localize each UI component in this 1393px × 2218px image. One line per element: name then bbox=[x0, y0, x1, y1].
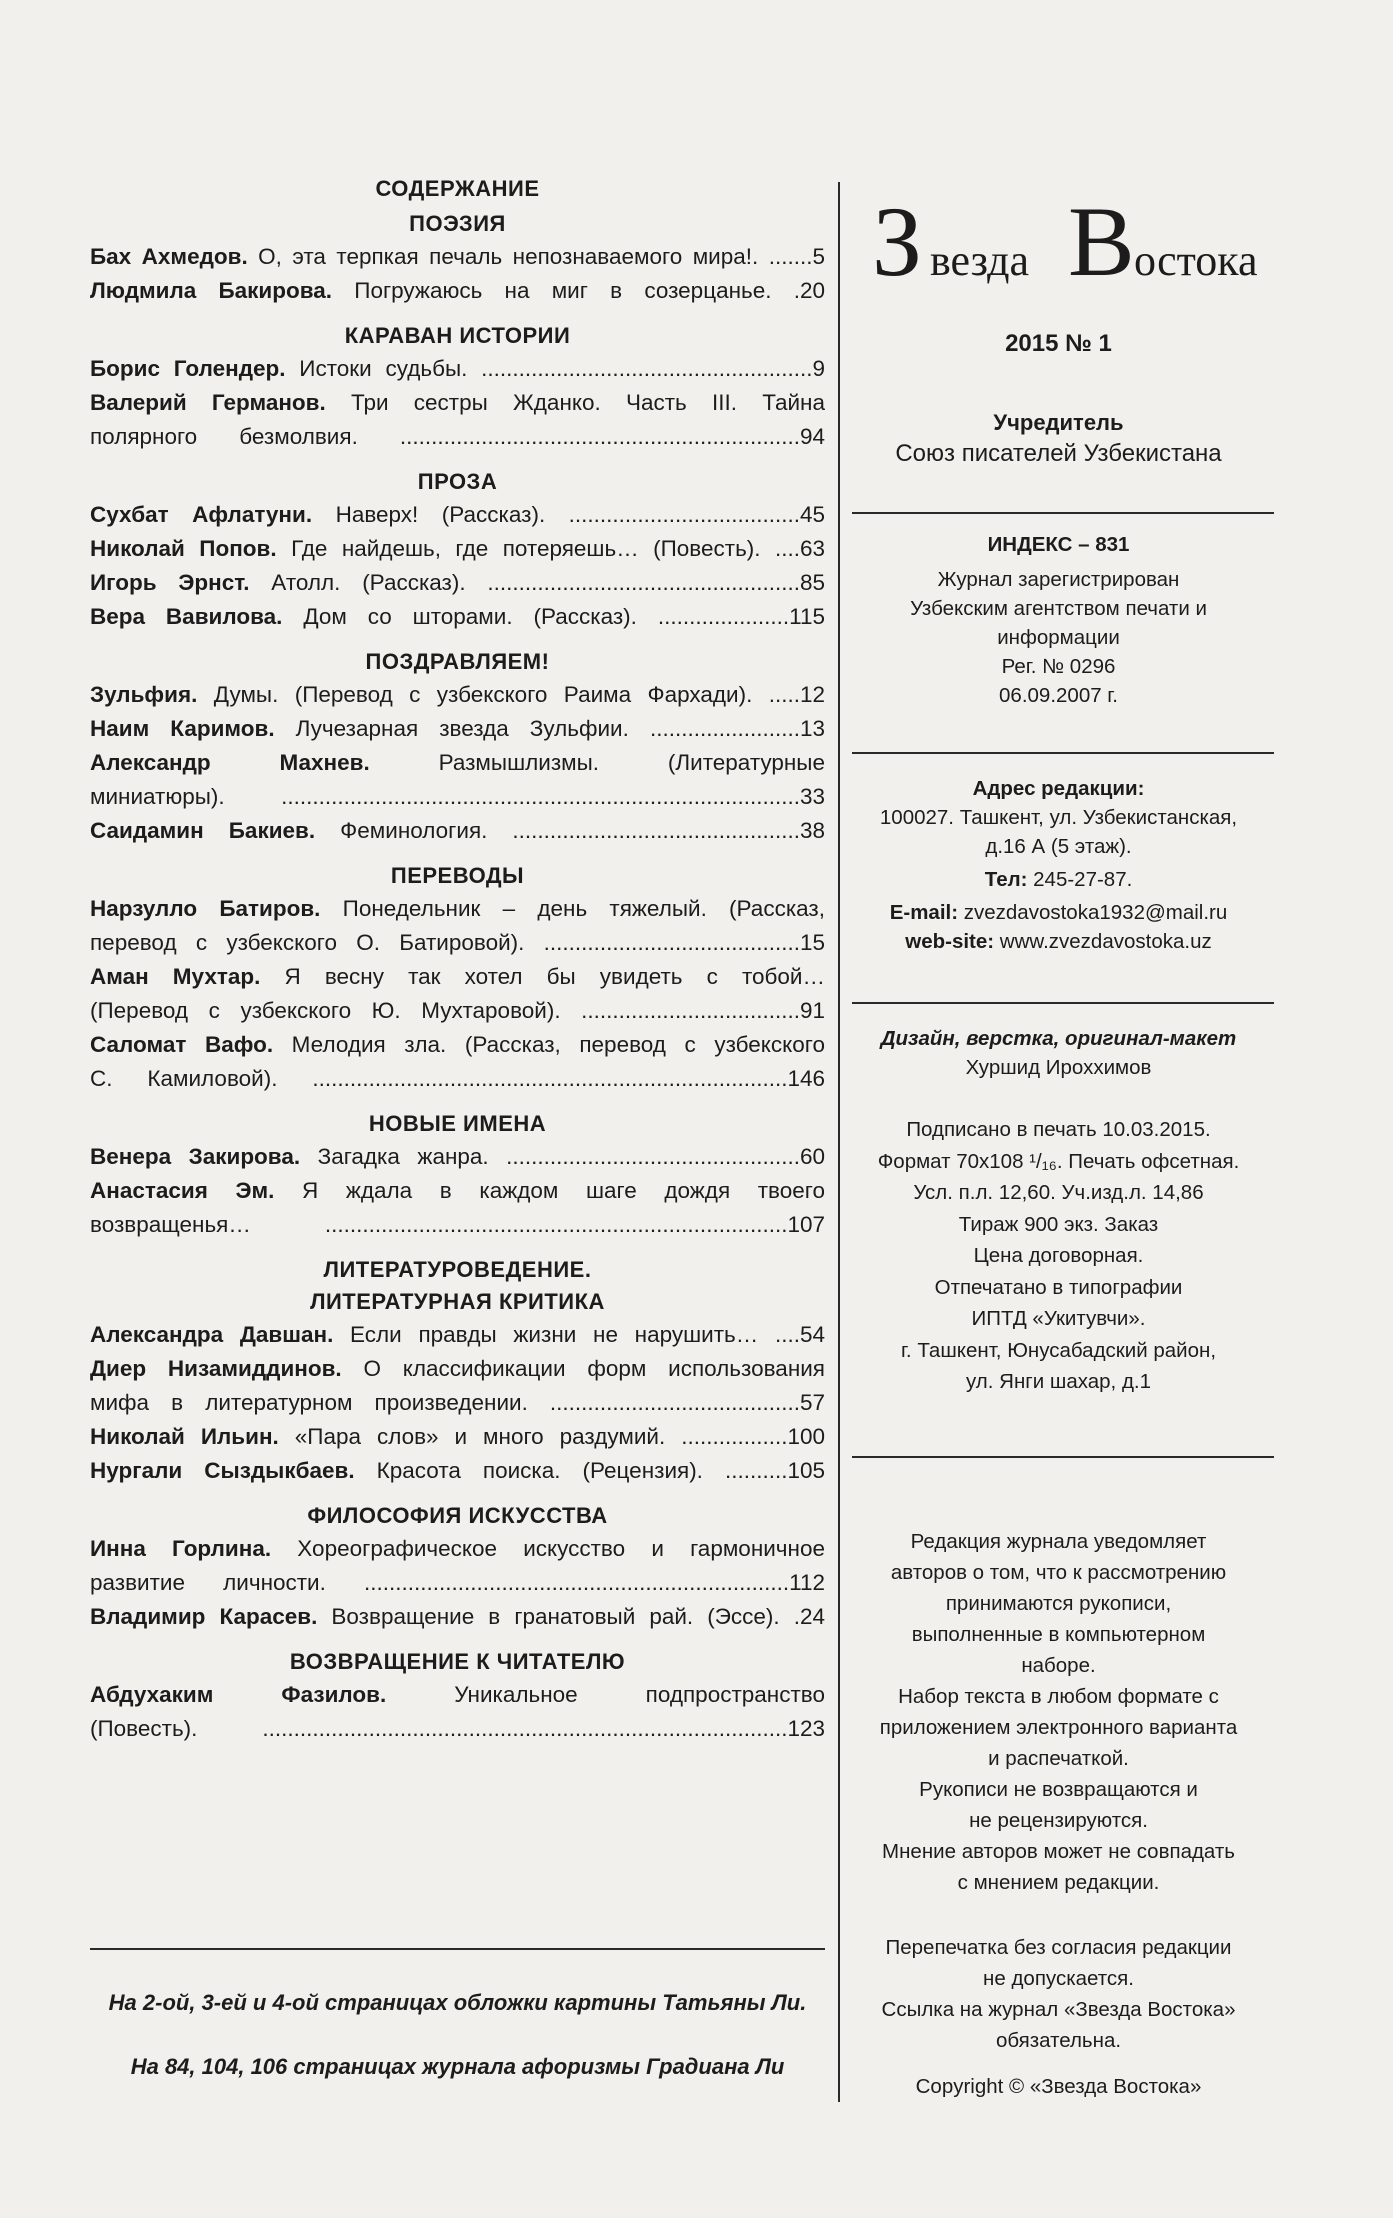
toc-entry-title: Я ждала в каждом шаге дождя твоего bbox=[274, 1178, 825, 1203]
toc-entry bbox=[90, 240, 825, 274]
toc-entry bbox=[90, 386, 825, 420]
toc-section-heading: ЛИТЕРАТУРНАЯ КРИТИКА bbox=[310, 1289, 605, 1314]
notice-line: с мнением редакции. bbox=[957, 1871, 1160, 1894]
toc-entry-author: Владимир Карасев. bbox=[90, 1604, 318, 1629]
copyright: Copyright © «Звезда Востока» bbox=[915, 2075, 1202, 2098]
toc-entry-title: Феминология. ..............................................38 bbox=[315, 818, 825, 843]
logo-word-2: остока bbox=[1134, 236, 1258, 285]
toc-entry-author: Нургали Сыздыкбаев. bbox=[90, 1458, 355, 1483]
logo-initial-v: В bbox=[1068, 186, 1135, 293]
toc-entry bbox=[90, 678, 825, 712]
phone-line bbox=[846, 865, 1271, 894]
toc-entry-title: Атолл. (Рассказ). ..................................................85 bbox=[249, 570, 825, 595]
print-detail-line: ул. Янги шахар, д.1 bbox=[965, 1370, 1152, 1393]
toc-entry bbox=[90, 600, 825, 634]
right-rule-3 bbox=[852, 1002, 1274, 1004]
toc-entry-author: Наим Каримов. bbox=[90, 716, 275, 741]
print-detail-line: г. Ташкент, Юнусабадский район, bbox=[900, 1338, 1217, 1362]
print-detail-line: Отпечатано в типографии bbox=[934, 1275, 1183, 1299]
notice-line: Редакция журнала уведомляет bbox=[910, 1530, 1207, 1553]
toc-entry-title: Красота поиска. (Рецензия). ..........105 bbox=[354, 1458, 826, 1483]
toc-entry-title: Мелодия зла. (Рассказ, перевод с узбекского bbox=[273, 1032, 825, 1057]
address-label: Адрес редакции: bbox=[972, 777, 1145, 800]
toc-entry-title: Понедельник – день тяжелый. (Рассказ, bbox=[320, 896, 825, 921]
registration-block bbox=[846, 530, 1271, 710]
toc-entry bbox=[90, 1678, 825, 1712]
right-rule-1 bbox=[852, 512, 1274, 514]
toc-entry bbox=[90, 814, 825, 848]
toc-entry bbox=[90, 274, 825, 308]
notice-line: не рецензируются. bbox=[969, 1809, 1148, 1832]
toc-entry-author: Нарзулло Батиров. bbox=[90, 896, 321, 921]
website-line bbox=[846, 927, 1271, 956]
toc-entry-title: Уникальное подпространство bbox=[386, 1682, 825, 1707]
toc-entry-continuation: (Повесть). ....................................................................................123 bbox=[90, 1716, 825, 1741]
design-block bbox=[846, 1024, 1271, 1082]
reprint-line: обязательна. bbox=[995, 2029, 1122, 2052]
column-divider bbox=[838, 182, 840, 2102]
address-block bbox=[846, 774, 1271, 956]
toc-entry bbox=[90, 1352, 825, 1386]
covers-note: На 2-ой, 3-ей и 4-ой страницах обложки картины Татьяны Ли. bbox=[108, 1990, 807, 2015]
toc-entry-author: Игорь Эрнст. bbox=[90, 570, 250, 595]
toc-entry-continuation: возвращенья… ..........................................................................107 bbox=[90, 1212, 825, 1237]
toc-entry bbox=[90, 352, 825, 386]
toc-section-heading: ПОЭЗИЯ bbox=[409, 211, 506, 236]
toc-entry-author: Александр Махнев. bbox=[90, 750, 370, 775]
toc-entry-author: Александра Давшан. bbox=[90, 1322, 334, 1347]
notice-line: наборе. bbox=[1021, 1654, 1096, 1677]
toc-entry-author: Вера Вавилова. bbox=[90, 604, 283, 629]
notice-line: и распечаткой. bbox=[988, 1747, 1129, 1770]
toc-entry-author: Саломат Вафо. bbox=[90, 1032, 274, 1057]
right-rule-2 bbox=[852, 752, 1274, 754]
print-detail-line: Подписано в печать 10.03.2015. bbox=[906, 1118, 1211, 1141]
address-line: 100027. Ташкент, ул. Узбекистанская, bbox=[879, 806, 1238, 829]
toc-section-heading: КАРАВАН ИСТОРИИ bbox=[344, 323, 571, 348]
toc-entry-author: Борис Голендер. bbox=[90, 356, 286, 381]
toc-section-heading: ПОЗДРАВЛЯЕМ! bbox=[365, 649, 550, 674]
reprint-notice bbox=[846, 1932, 1271, 2056]
toc-entry-author: Аман Мухтар. bbox=[90, 964, 261, 989]
notice-line: приложением электронного варианта bbox=[879, 1716, 1238, 1739]
toc-entry-continuation: полярного безмолвия. ................................................................94 bbox=[90, 424, 825, 449]
toc-entry bbox=[90, 1318, 825, 1352]
notice-line: Набор текста в любом формате с bbox=[898, 1685, 1219, 1708]
toc-entry-title: Хореографическое искусство и гармоничное bbox=[271, 1536, 825, 1561]
toc-entry-author: Валерий Германов. bbox=[90, 390, 326, 415]
print-detail-line: Усл. п.л. 12,60. Уч.изд.л. 14,86 bbox=[913, 1181, 1204, 1204]
toc-entry-continuation: перевод с узбекского О. Батировой). .........................................15 bbox=[90, 930, 825, 955]
toc-entry bbox=[90, 746, 825, 780]
founder-block bbox=[846, 408, 1271, 468]
toc-entry bbox=[90, 1600, 825, 1634]
index-label: ИНДЕКС – 831 bbox=[987, 533, 1130, 556]
toc-entry-title: Лучезарная звезда Зульфии. ........................13 bbox=[274, 716, 826, 741]
toc-entry-continuation: (Перевод с узбекского Ю. Мухтаровой). ...................................91 bbox=[90, 998, 825, 1023]
toc-entry bbox=[90, 1420, 825, 1454]
toc-entry-title: О, эта терпкая печаль непознаваемого мира!. .......5 bbox=[247, 244, 826, 269]
toc-section-heading: ВОЗВРАЩЕНИЕ К ЧИТАТЕЛЮ bbox=[289, 1649, 626, 1674]
toc-entry bbox=[90, 498, 825, 532]
website-value: www.zvezdavostoka.uz bbox=[994, 930, 1212, 953]
notice-line: выполненные в компьютерном bbox=[911, 1623, 1206, 1646]
toc-title: СОДЕРЖАНИЕ bbox=[375, 176, 540, 201]
toc-entry-title: «Пара слов» и много раздумий. .................100 bbox=[278, 1424, 826, 1449]
toc-entry-author: Инна Горлина. bbox=[90, 1536, 272, 1561]
toc-entry-title: Я весну так хотел бы увидеть с тобой… bbox=[260, 964, 825, 989]
toc-entry-author: Людмила Бакирова. bbox=[90, 278, 333, 303]
toc-entry bbox=[90, 532, 825, 566]
registration-line: информации bbox=[997, 626, 1120, 649]
toc-section-heading: ЛИТЕРАТУРОВЕДЕНИЕ. bbox=[323, 1257, 592, 1282]
toc-entry-author: Николай Ильин. bbox=[90, 1424, 279, 1449]
toc-entry-author: Диер Низамиддинов. bbox=[90, 1356, 342, 1381]
toc-entry-continuation: С. Камиловой). ............................................................................146 bbox=[90, 1066, 825, 1091]
toc-entry-author: Абдухаким Фазилов. bbox=[90, 1682, 387, 1707]
address-line: д.16 А (5 этаж). bbox=[985, 835, 1132, 858]
design-label: Дизайн, верстка, оригинал-макет bbox=[880, 1027, 1237, 1050]
founder-name: Союз писателей Узбекистана bbox=[895, 440, 1222, 467]
toc-section-heading: ПРОЗА bbox=[417, 469, 498, 494]
notice-line: Рукописи не возвращаются и bbox=[919, 1778, 1198, 1801]
toc-section-heading: НОВЫЕ ИМЕНА bbox=[368, 1111, 547, 1136]
toc-entry-author: Николай Попов. bbox=[90, 536, 277, 561]
toc-section-heading: ПЕРЕВОДЫ bbox=[390, 863, 525, 888]
submission-notice bbox=[846, 1526, 1271, 1898]
notice-line: Мнение авторов может не совпадать bbox=[882, 1840, 1235, 1863]
notice-line: авторов о том, что к рассмотрению bbox=[890, 1561, 1227, 1584]
toc-entry-title: Размышлизмы. (Литературные bbox=[369, 750, 825, 775]
logo-word-1: везда bbox=[930, 236, 1030, 285]
toc-entry bbox=[90, 1174, 825, 1208]
print-detail-line: ИПТД «Укитувчи». bbox=[971, 1307, 1146, 1330]
toc-entry bbox=[90, 1028, 825, 1062]
issue-number: 2015 № 1 bbox=[1005, 330, 1112, 357]
reprint-line: не допускается. bbox=[983, 1967, 1134, 1990]
toc-section-heading: ФИЛОСОФИЯ ИСКУССТВА bbox=[307, 1503, 608, 1528]
toc-entry-author: Венера Закирова. bbox=[90, 1144, 301, 1169]
toc-entry-title: Три сестры Жданко. Часть III. Тайна bbox=[325, 390, 825, 415]
toc-entry bbox=[90, 1140, 825, 1174]
toc-entry-title: Истоки судьбы. .....................................................9 bbox=[285, 356, 825, 381]
toc-entry bbox=[90, 712, 825, 746]
aphorisms-note: На 84, 104, 106 страницах журнала афоризмы Градиана Ли bbox=[130, 2054, 785, 2079]
logo-initial-z: З bbox=[872, 186, 923, 293]
toc-entry-title: Если правды жизни не нарушить… ....54 bbox=[333, 1322, 825, 1347]
toc-entry bbox=[90, 960, 825, 994]
right-rule-4 bbox=[852, 1456, 1274, 1458]
registration-line: 06.09.2007 г. bbox=[999, 684, 1118, 707]
toc-entry bbox=[90, 566, 825, 600]
reprint-line: Перепечатка без согласия редакции bbox=[885, 1936, 1232, 1959]
founder-label: Учредитель bbox=[993, 410, 1124, 435]
print-detail-line: Цена договорная. bbox=[973, 1244, 1144, 1267]
toc-entry-continuation: развитие личности. ....................................................................112 bbox=[90, 1570, 825, 1595]
toc-entry bbox=[90, 892, 825, 926]
designer-name: Хуршид Ироххимов bbox=[965, 1056, 1152, 1079]
toc-entry-title: Дом со шторами. (Рассказ). .....................115 bbox=[282, 604, 825, 629]
email-value: zvezdavostoka1932@mail.ru bbox=[958, 901, 1228, 924]
phone-value: 245-27-87. bbox=[1027, 868, 1133, 891]
toc-entry-continuation: миниатюры). ...................................................................................33 bbox=[90, 784, 825, 809]
magazine-logo bbox=[868, 183, 1268, 293]
toc-entry-title: Возвращение в гранатовый рай. (Эссе). .24 bbox=[317, 1604, 825, 1629]
toc-entry-title: Думы. (Перевод с узбекского Раима Фархади). .....12 bbox=[197, 682, 825, 707]
toc-entry bbox=[90, 1454, 825, 1488]
toc-entry-title: Где найдешь, где потеряешь… (Повесть). ....63 bbox=[276, 536, 825, 561]
toc-entry-author: Зульфия. bbox=[90, 682, 198, 707]
toc-entry-continuation: мифа в литературном произведении. ........................................57 bbox=[90, 1390, 825, 1415]
print-detail-line: Тираж 900 экз. Заказ bbox=[958, 1212, 1159, 1236]
print-details bbox=[846, 1114, 1271, 1398]
toc-entry-title: Погружаюсь на миг в созерцанье. .20 bbox=[332, 278, 826, 303]
toc-entry-author: Сухбат Афлатуни. bbox=[90, 502, 313, 527]
reprint-line: Ссылка на журнал «Звезда Востока» bbox=[881, 1998, 1236, 2021]
registration-line: Узбекским агентством печати и bbox=[910, 597, 1207, 620]
notice-line: принимаются рукописи, bbox=[945, 1592, 1172, 1615]
toc-entry-author: Анастасия Эм. bbox=[90, 1178, 275, 1203]
phone-label: Тел: bbox=[984, 868, 1028, 891]
toc-entry-title: О классификации форм использования bbox=[341, 1356, 825, 1381]
table-of-contents bbox=[90, 172, 825, 1746]
website-label: web-site: bbox=[905, 930, 995, 953]
registration-line: Журнал зарегистрирован bbox=[937, 568, 1180, 591]
email-line bbox=[846, 898, 1271, 927]
registration-line: Рег. № 0296 bbox=[1001, 655, 1116, 678]
toc-entry-author: Саидамин Бакиев. bbox=[90, 818, 316, 843]
toc-entry-title: Наверх! (Рассказ). .....................................45 bbox=[312, 502, 825, 527]
toc-entry bbox=[90, 1532, 825, 1566]
email-label: E-mail: bbox=[889, 901, 959, 924]
left-bottom-rule bbox=[90, 1948, 825, 1950]
print-detail-line: Формат 70х108 ¹/₁₆. Печать офсетная. bbox=[877, 1149, 1240, 1173]
toc-entry-title: Загадка жанра. ...............................................60 bbox=[300, 1144, 825, 1169]
toc-entry-author: Бах Ахмедов. bbox=[90, 244, 248, 269]
